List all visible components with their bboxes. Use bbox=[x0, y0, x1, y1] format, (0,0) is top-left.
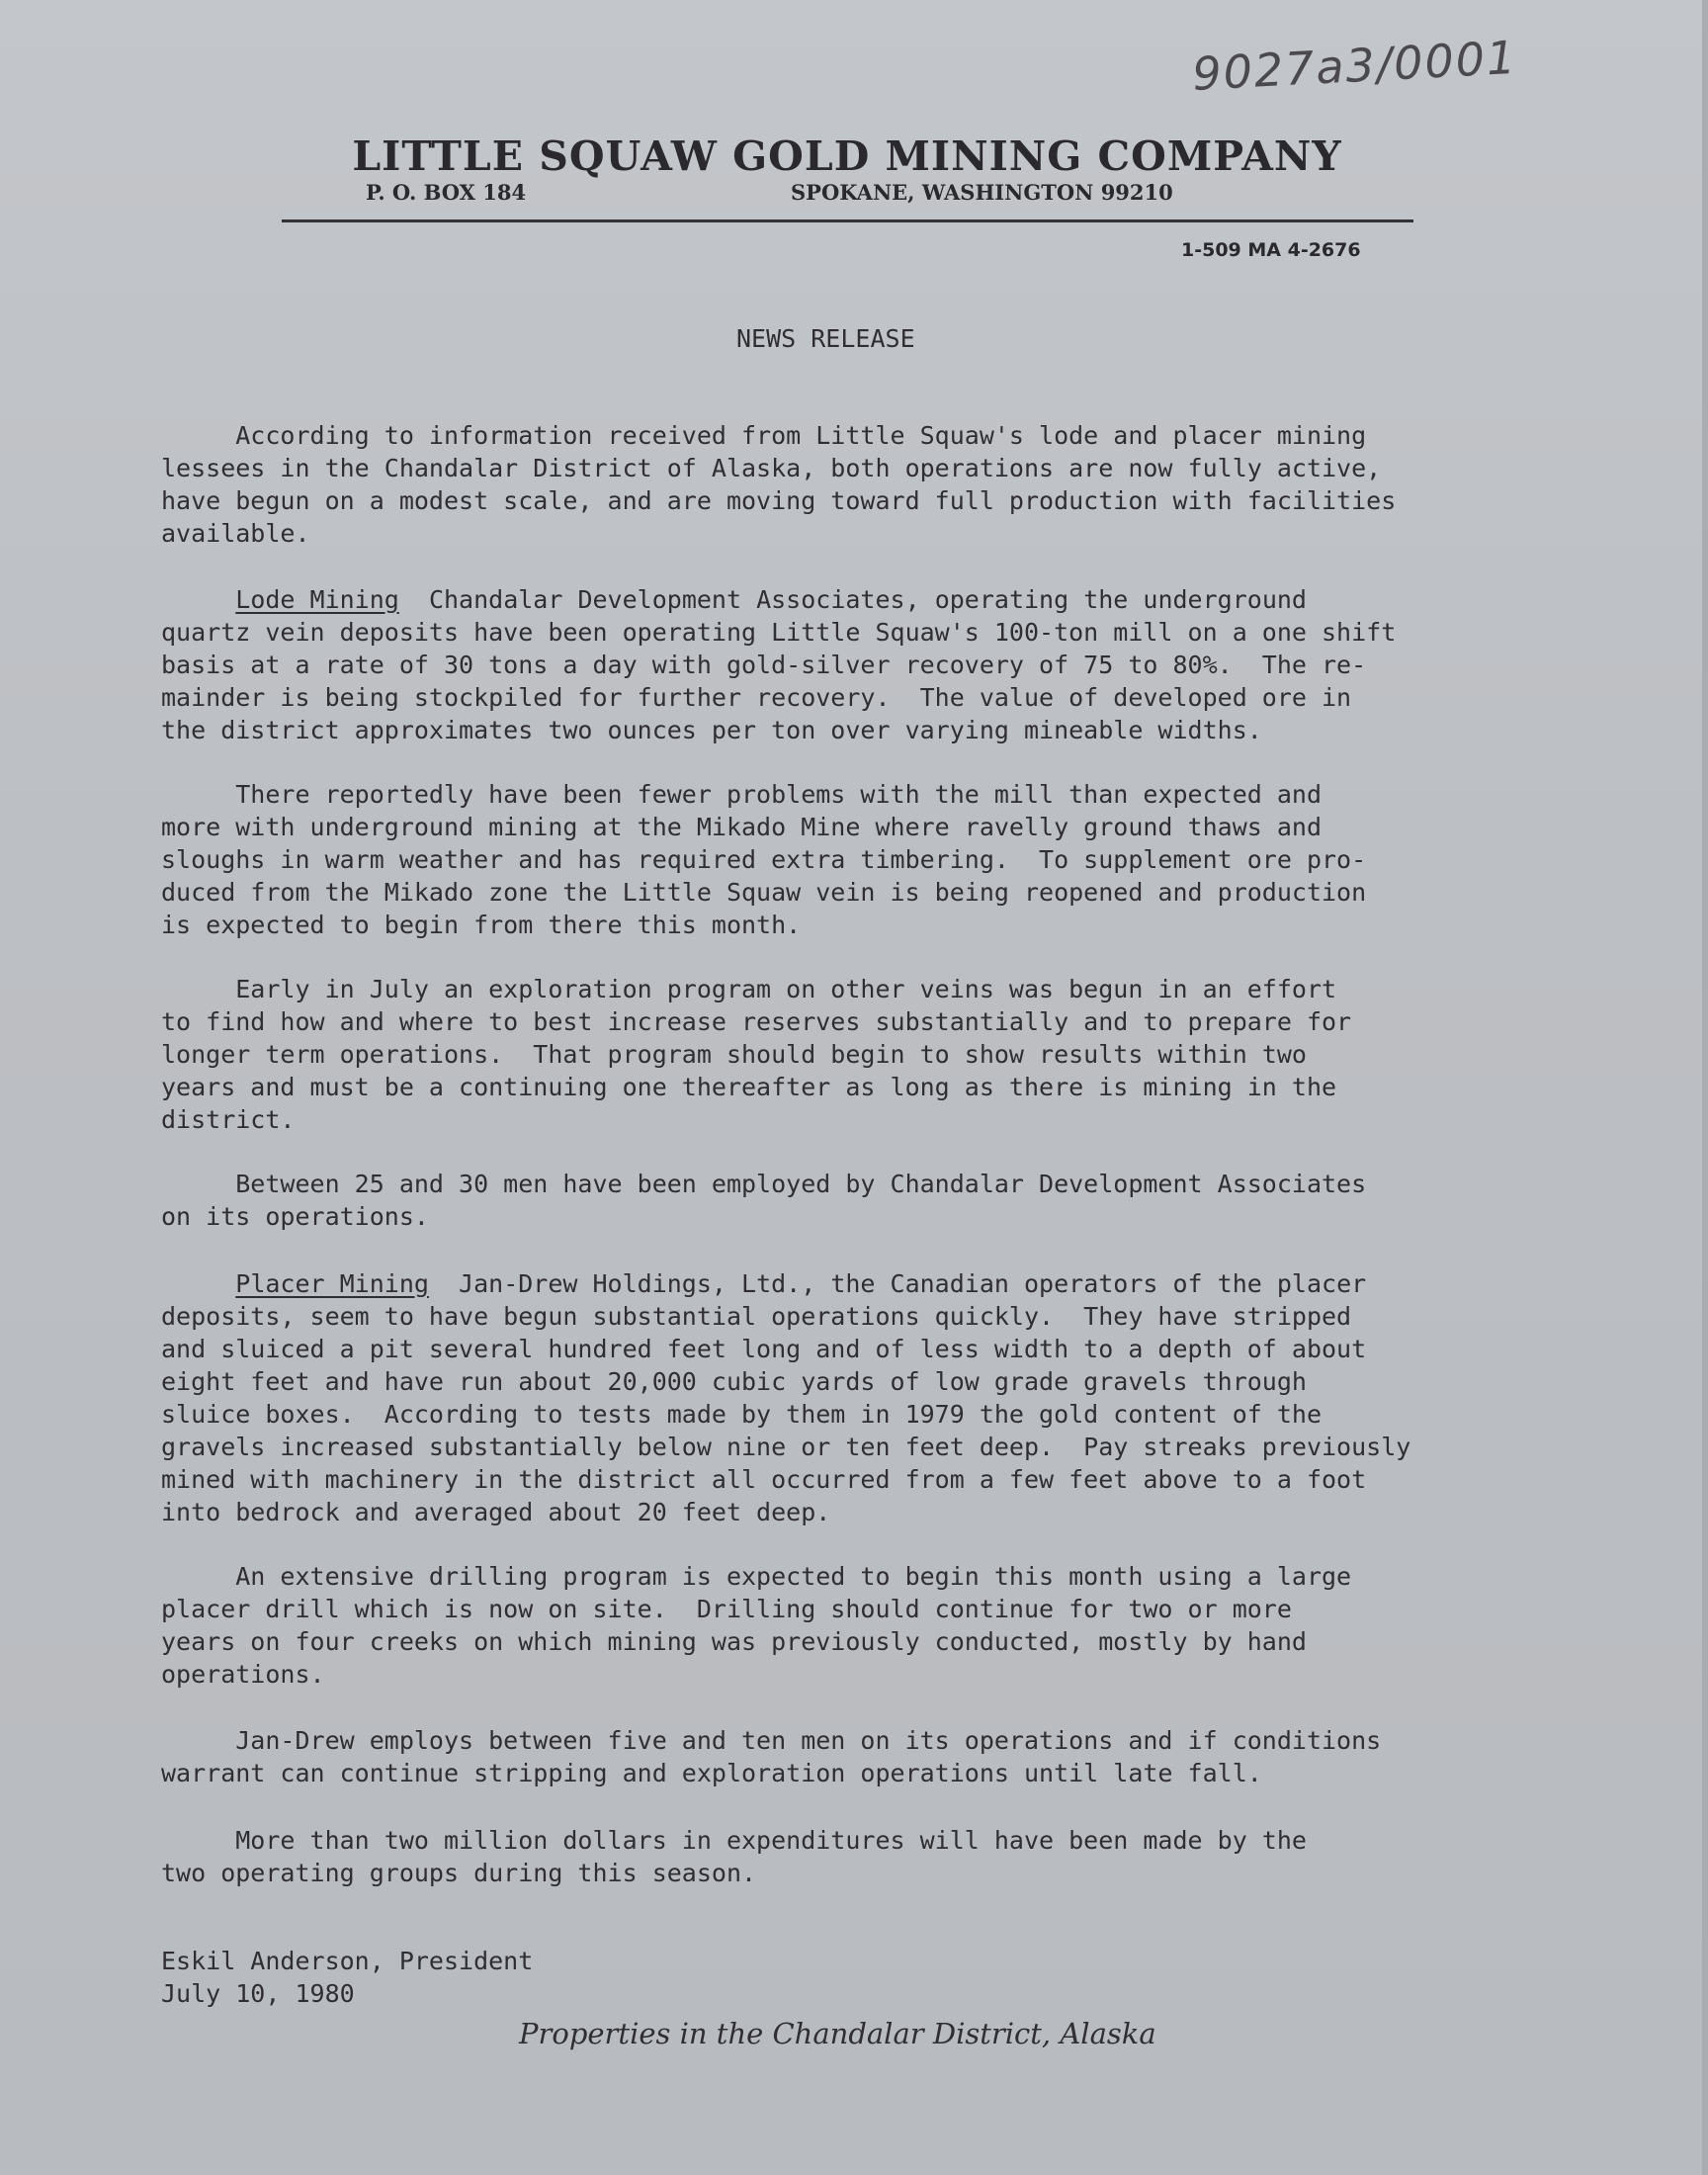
paragraph-line: years and must be a continuing one thereafter as long as there is mining in the bbox=[161, 1073, 1337, 1101]
paragraph-expenditures bbox=[161, 1824, 1545, 1889]
paragraph-line: the district approximates two ounces per ton over varying mineable widths. bbox=[161, 716, 1262, 744]
paragraph-line: An extensive drilling program is expected to begin this month using a large bbox=[161, 1562, 1352, 1591]
paragraph-line: According to information received from Little Squaw's lode and placer mining bbox=[161, 421, 1367, 450]
paragraph-line: gravels increased substantially below nine or ten feet deep. Pay streaks previously bbox=[161, 1433, 1411, 1461]
letterhead-company-name: LITTLE SQUAW GOLD MINING COMPANY bbox=[352, 132, 1342, 180]
paragraph-drilling bbox=[161, 1560, 1545, 1691]
paragraph-placer-mining bbox=[161, 1267, 1545, 1528]
paragraph-line: Jan-Drew employs between five and ten men on its operations and if conditions bbox=[161, 1726, 1382, 1755]
paragraph-line: and sluiced a pit several hundred feet long and of less width to a depth of about bbox=[161, 1335, 1367, 1363]
paragraph-line: Between 25 and 30 men have been employed by Chandalar Development Associates bbox=[161, 1170, 1367, 1198]
signature-name: Eskil Anderson, President bbox=[161, 1947, 534, 1975]
paragraph-line: sluice boxes. According to tests made by them in 1979 the gold content of the bbox=[161, 1400, 1322, 1429]
placer-first-line-text: Jan-Drew Holdings, Ltd., the Canadian operators of the placer bbox=[428, 1269, 1367, 1298]
paragraph-line: available. bbox=[161, 519, 310, 548]
paragraph-line: two operating groups during this season. bbox=[161, 1859, 757, 1887]
paragraph-line: into bedrock and averaged about 20 feet deep. bbox=[161, 1498, 831, 1526]
paragraph-line: duced from the Mikado zone the Little Squaw vein is being reopened and production bbox=[161, 878, 1367, 907]
placer-mining-heading: Placer Mining bbox=[235, 1269, 429, 1298]
paragraph-line: basis at a rate of 30 tons a day with gold-silver recovery of 75 to 80%. The re- bbox=[161, 651, 1367, 679]
paragraph-line: quartz vein deposits have been operating Little Squaw's 100-ton mill on a one shift bbox=[161, 618, 1397, 647]
paragraph-line bbox=[161, 583, 1545, 616]
footer-properties-line: Properties in the Chandalar District, Alaska bbox=[519, 2017, 1156, 2050]
paragraph-line: have begun on a modest scale, and are moving toward full production with facilities bbox=[161, 486, 1397, 515]
paragraph-employment bbox=[161, 1168, 1545, 1233]
paragraph-exploration bbox=[161, 973, 1545, 1136]
paragraph-line: sloughs in warm weather and has required extra timbering. To supplement ore pro- bbox=[161, 845, 1367, 874]
paragraph-line: years on four creeks on which mining was previously conducted, mostly by hand bbox=[161, 1627, 1307, 1656]
signature-date: July 10, 1980 bbox=[161, 1979, 355, 2008]
letterhead-phone: 1-509 MA 4-2676 bbox=[1181, 239, 1361, 261]
paragraph-line: to find how and where to best increase reserves substantially and to prepare for bbox=[161, 1007, 1352, 1036]
paragraph-line: lessees in the Chandalar District of Alaska, both operations are now fully active, bbox=[161, 454, 1382, 482]
paragraph-line: more with underground mining at the Mikado Mine where ravelly ground thaws and bbox=[161, 813, 1322, 841]
paragraph-line: on its operations. bbox=[161, 1202, 429, 1231]
paragraph-line: placer drill which is now on site. Drilling should continue for two or more bbox=[161, 1595, 1292, 1623]
handwritten-document-id: 9027a3/0001 bbox=[1191, 30, 1519, 101]
paragraph-line: There reportedly have been fewer problems with the mill than expected and bbox=[161, 780, 1322, 809]
paragraph-line: is expected to begin from there this month. bbox=[161, 911, 802, 939]
paragraph-line: Early in July an exploration program on other veins was begun in an effort bbox=[161, 975, 1337, 1003]
paragraph-line: operations. bbox=[161, 1660, 325, 1689]
letterhead-divider bbox=[282, 219, 1413, 222]
paragraph-line: district. bbox=[161, 1105, 296, 1134]
paragraph-line: mined with machinery in the district all occurred from a few feet above to a foot bbox=[161, 1465, 1367, 1494]
paragraph-line: longer term operations. That program should begin to show results within two bbox=[161, 1040, 1307, 1069]
letterhead-city: SPOKANE, WASHINGTON 99210 bbox=[791, 180, 1173, 205]
paragraph-line: deposits, seem to have begun substantial operations quickly. They have stripped bbox=[161, 1302, 1352, 1331]
lode-mining-heading: Lode Mining bbox=[235, 585, 399, 614]
paragraph-line: More than two million dollars in expenditures will have been made by the bbox=[161, 1826, 1307, 1855]
letterhead-po-box: P. O. BOX 184 bbox=[366, 180, 527, 205]
paragraph-line: eight feet and have run about 20,000 cubic yards of low grade gravels through bbox=[161, 1367, 1307, 1396]
paragraph-lode-mining bbox=[161, 583, 1545, 746]
paragraph-intro bbox=[161, 419, 1545, 550]
paragraph-line bbox=[161, 1267, 1545, 1300]
paragraph-jandrew bbox=[161, 1724, 1545, 1789]
page-edge-shadow bbox=[1702, 0, 1708, 2175]
lode-first-line-text: Chandalar Development Associates, operating the underground bbox=[398, 585, 1307, 614]
paragraph-line: mainder is being stockpiled for further recovery. The value of developed ore in bbox=[161, 683, 1352, 712]
paragraph-line: warrant can continue stripping and exploration operations until late fall. bbox=[161, 1759, 1262, 1787]
paragraph-mill bbox=[161, 778, 1545, 941]
news-release-title: NEWS RELEASE bbox=[736, 324, 915, 353]
